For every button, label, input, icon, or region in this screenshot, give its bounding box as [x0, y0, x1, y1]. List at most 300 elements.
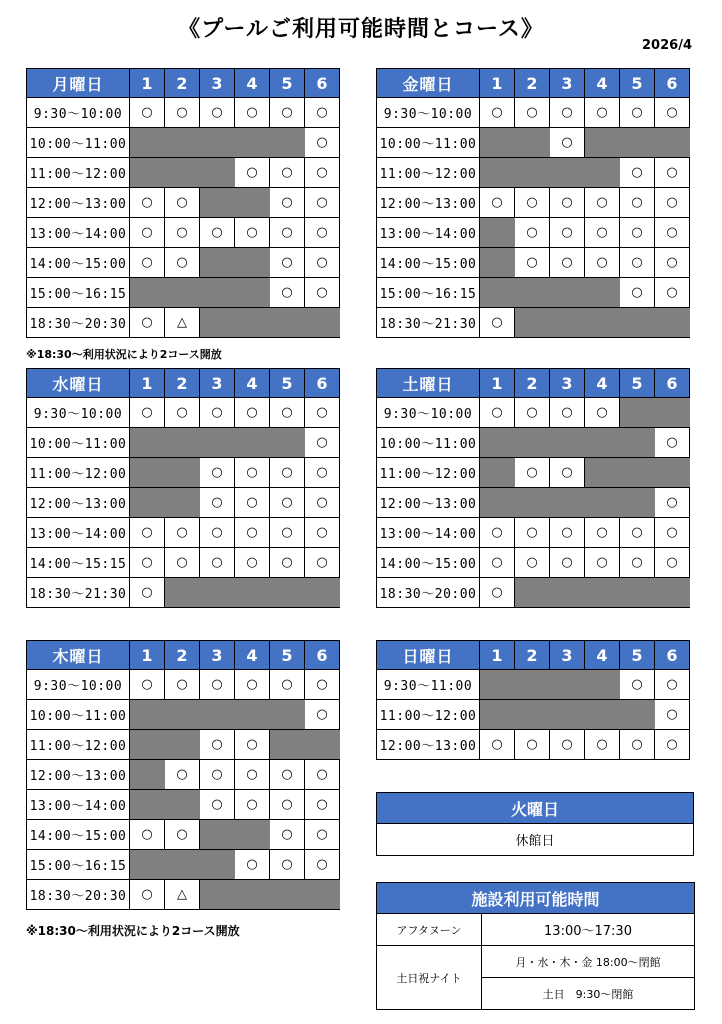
unavailable-cell — [515, 488, 550, 518]
unavailable-cell — [200, 578, 235, 608]
availability-cell: ○ — [305, 790, 340, 820]
course-header: 2 — [515, 69, 550, 98]
availability-cell: ○ — [480, 188, 515, 218]
course-header: 2 — [165, 641, 200, 670]
unavailable-cell — [200, 158, 235, 188]
unavailable-cell — [550, 158, 585, 188]
unavailable-cell — [165, 158, 200, 188]
availability-cell: ○ — [165, 98, 200, 128]
availability-cell: ○ — [305, 398, 340, 428]
availability-cell: ○ — [130, 218, 165, 248]
availability-cell: ○ — [200, 458, 235, 488]
tuesday-box — [376, 792, 694, 856]
availability-cell: ○ — [655, 278, 690, 308]
header-row — [377, 369, 690, 398]
unavailable-cell — [480, 458, 515, 488]
time-slot: 13:00〜14:00 — [27, 790, 130, 820]
availability-cell: ○ — [655, 670, 690, 700]
course-header: 6 — [655, 369, 690, 398]
time-slot: 9:30〜10:00 — [377, 398, 480, 428]
availability-cell: ○ — [130, 548, 165, 578]
header-row — [27, 69, 340, 98]
unavailable-cell — [165, 488, 200, 518]
unavailable-cell — [235, 820, 270, 850]
time-slot: 9:30〜10:00 — [377, 98, 480, 128]
header-row — [27, 641, 340, 670]
availability-cell: ○ — [585, 398, 620, 428]
unavailable-cell — [165, 850, 200, 880]
unavailable-cell — [165, 278, 200, 308]
table-row — [27, 248, 340, 278]
availability-cell: ○ — [305, 248, 340, 278]
course-header: 2 — [515, 369, 550, 398]
table-row — [377, 158, 690, 188]
table-row — [27, 488, 340, 518]
course-header: 3 — [200, 369, 235, 398]
availability-cell: ○ — [235, 218, 270, 248]
table-row — [377, 218, 690, 248]
availability-cell: ○ — [550, 398, 585, 428]
time-slot: 12:00〜13:00 — [27, 488, 130, 518]
unavailable-cell — [165, 790, 200, 820]
availability-cell: ○ — [585, 248, 620, 278]
unavailable-cell — [515, 578, 550, 608]
unavailable-cell — [480, 128, 515, 158]
table-row — [27, 218, 340, 248]
page-title: 《プールご利用可能時間とコース》 — [178, 17, 544, 42]
time-slot: 15:00〜16:15 — [27, 278, 130, 308]
availability-cell: ○ — [585, 218, 620, 248]
availability-cell: ○ — [585, 518, 620, 548]
availability-cell: ○ — [620, 518, 655, 548]
table-row — [377, 730, 690, 760]
availability-cell: ○ — [130, 880, 165, 910]
availability-cell: ○ — [235, 670, 270, 700]
availability-cell: ○ — [165, 548, 200, 578]
time-slot: 18:30〜20:30 — [27, 880, 130, 910]
table-row — [377, 188, 690, 218]
availability-cell: ○ — [200, 730, 235, 760]
availability-cell: ○ — [480, 730, 515, 760]
availability-cell: ○ — [585, 548, 620, 578]
availability-cell: ○ — [480, 308, 515, 338]
table-row — [377, 578, 690, 608]
availability-cell: ○ — [655, 548, 690, 578]
unavailable-cell — [235, 700, 270, 730]
availability-cell: ○ — [620, 730, 655, 760]
unavailable-cell — [200, 428, 235, 458]
friday-table — [376, 68, 690, 338]
table-row — [377, 458, 690, 488]
unavailable-cell — [200, 820, 235, 850]
availability-cell: ○ — [200, 548, 235, 578]
unavailable-cell — [585, 428, 620, 458]
day-header: 日曜日 — [377, 641, 480, 670]
course-header: 5 — [620, 369, 655, 398]
availability-cell: ○ — [270, 670, 305, 700]
time-slot: 18:30〜20:00 — [377, 578, 480, 608]
monday-note: ※18:30〜利用状況により2コース開放 — [26, 348, 222, 361]
unavailable-cell — [550, 278, 585, 308]
availability-cell: ○ — [620, 188, 655, 218]
course-header: 6 — [655, 641, 690, 670]
availability-cell: ○ — [480, 398, 515, 428]
course-header: 4 — [585, 369, 620, 398]
availability-cell: ○ — [515, 548, 550, 578]
time-slot: 18:30〜21:30 — [377, 308, 480, 338]
availability-cell: ○ — [165, 518, 200, 548]
unavailable-cell — [130, 278, 165, 308]
availability-cell: ○ — [550, 128, 585, 158]
unavailable-cell — [270, 128, 305, 158]
course-header: 4 — [235, 641, 270, 670]
time-slot: 9:30〜10:00 — [27, 670, 130, 700]
availability-cell: ○ — [200, 670, 235, 700]
availability-cell: ○ — [130, 248, 165, 278]
unavailable-cell — [165, 428, 200, 458]
availability-cell: ○ — [305, 548, 340, 578]
unavailable-cell — [270, 428, 305, 458]
afternoon-time: 13:00〜17:30 — [482, 914, 695, 946]
header-row — [377, 69, 690, 98]
time-slot: 12:00〜13:00 — [377, 188, 480, 218]
unavailable-cell — [515, 670, 550, 700]
night-weekday: 月・水・木・金 18:00〜閉館 — [482, 946, 695, 978]
availability-cell: ○ — [585, 98, 620, 128]
time-slot: 15:00〜16:15 — [27, 850, 130, 880]
availability-cell: ○ — [165, 218, 200, 248]
time-slot: 13:00〜14:00 — [377, 518, 480, 548]
unavailable-cell — [200, 188, 235, 218]
course-header: 4 — [235, 369, 270, 398]
unavailable-cell — [585, 158, 620, 188]
availability-cell: ○ — [515, 398, 550, 428]
availability-cell: ○ — [270, 218, 305, 248]
unavailable-cell — [585, 578, 620, 608]
availability-cell: ○ — [655, 428, 690, 458]
time-slot: 18:30〜21:30 — [27, 578, 130, 608]
unavailable-cell — [620, 128, 655, 158]
course-header: 6 — [655, 69, 690, 98]
course-header: 2 — [515, 641, 550, 670]
unavailable-cell — [550, 488, 585, 518]
time-slot: 9:30〜10:00 — [27, 98, 130, 128]
unavailable-cell — [550, 700, 585, 730]
unavailable-cell — [620, 398, 655, 428]
wednesday-table — [26, 368, 340, 608]
table-row — [27, 188, 340, 218]
unavailable-cell — [130, 760, 165, 790]
availability-cell: ○ — [165, 188, 200, 218]
course-header: 3 — [550, 69, 585, 98]
unavailable-cell — [620, 700, 655, 730]
header-row — [27, 369, 340, 398]
unavailable-cell — [480, 700, 515, 730]
course-header: 3 — [550, 641, 585, 670]
availability-cell: ○ — [305, 428, 340, 458]
unavailable-cell — [200, 850, 235, 880]
availability-cell: ○ — [515, 98, 550, 128]
time-slot: 12:00〜13:00 — [377, 488, 480, 518]
table-row — [27, 548, 340, 578]
table-row — [377, 518, 690, 548]
availability-cell: ○ — [130, 820, 165, 850]
table-row — [377, 488, 690, 518]
time-slot: 11:00〜12:00 — [27, 730, 130, 760]
availability-cell: ○ — [270, 248, 305, 278]
availability-cell: ○ — [200, 218, 235, 248]
time-slot: 14:00〜15:15 — [27, 548, 130, 578]
unavailable-cell — [585, 700, 620, 730]
monday-table — [26, 68, 340, 338]
course-header: 3 — [200, 641, 235, 670]
unavailable-cell — [655, 458, 690, 488]
unavailable-cell — [620, 428, 655, 458]
time-slot: 11:00〜12:00 — [27, 458, 130, 488]
table-row — [377, 670, 690, 700]
course-header: 3 — [200, 69, 235, 98]
course-header: 1 — [480, 369, 515, 398]
availability-cell: ○ — [130, 398, 165, 428]
availability-cell: ○ — [305, 158, 340, 188]
course-header: 1 — [130, 369, 165, 398]
course-header: 5 — [620, 641, 655, 670]
table-row — [27, 458, 340, 488]
unavailable-cell — [620, 488, 655, 518]
unavailable-cell — [200, 700, 235, 730]
time-slot: 14:00〜15:00 — [377, 248, 480, 278]
unavailable-cell — [165, 700, 200, 730]
table-row — [27, 820, 340, 850]
availability-cell: ○ — [270, 458, 305, 488]
availability-cell: ○ — [305, 458, 340, 488]
availability-cell: ○ — [515, 518, 550, 548]
availability-cell: ○ — [655, 518, 690, 548]
availability-cell: ○ — [165, 820, 200, 850]
unavailable-cell — [480, 488, 515, 518]
unavailable-cell — [515, 158, 550, 188]
time-slot: 13:00〜14:00 — [377, 218, 480, 248]
unavailable-cell — [235, 308, 270, 338]
unavailable-cell — [130, 158, 165, 188]
unavailable-cell — [550, 670, 585, 700]
unavailable-cell — [550, 308, 585, 338]
availability-cell: ○ — [515, 730, 550, 760]
time-slot: 12:00〜13:00 — [27, 760, 130, 790]
availability-cell: ○ — [550, 730, 585, 760]
course-header: 1 — [130, 69, 165, 98]
time-slot: 11:00〜12:00 — [27, 158, 130, 188]
availability-cell: ○ — [515, 248, 550, 278]
availability-cell: ○ — [270, 188, 305, 218]
availability-cell: ○ — [480, 518, 515, 548]
availability-cell: ○ — [305, 218, 340, 248]
availability-cell: ○ — [620, 670, 655, 700]
unavailable-cell — [165, 578, 200, 608]
table-row — [27, 308, 340, 338]
day-header: 水曜日 — [27, 369, 130, 398]
availability-cell: ○ — [480, 98, 515, 128]
unavailable-cell — [235, 128, 270, 158]
availability-cell: ○ — [235, 760, 270, 790]
unavailable-cell — [270, 308, 305, 338]
availability-cell: ○ — [585, 730, 620, 760]
unavailable-cell — [480, 158, 515, 188]
unavailable-cell — [515, 128, 550, 158]
unavailable-cell — [200, 308, 235, 338]
availability-cell: ○ — [235, 850, 270, 880]
availability-cell: ○ — [305, 700, 340, 730]
availability-cell: ○ — [305, 128, 340, 158]
availability-cell: △ — [165, 880, 200, 910]
unavailable-cell — [655, 398, 690, 428]
availability-cell: ○ — [235, 158, 270, 188]
time-slot: 11:00〜12:00 — [377, 458, 480, 488]
availability-cell: ○ — [130, 188, 165, 218]
table-row — [27, 278, 340, 308]
availability-cell: ○ — [270, 820, 305, 850]
unavailable-cell — [130, 700, 165, 730]
availability-cell: ○ — [235, 458, 270, 488]
availability-cell: ○ — [305, 670, 340, 700]
table-row — [27, 428, 340, 458]
course-header: 1 — [130, 641, 165, 670]
availability-cell: ○ — [550, 98, 585, 128]
unavailable-cell — [305, 578, 340, 608]
availability-cell: ○ — [270, 98, 305, 128]
availability-cell: ○ — [235, 98, 270, 128]
availability-cell: ○ — [130, 578, 165, 608]
availability-cell: ○ — [655, 700, 690, 730]
unavailable-cell — [480, 248, 515, 278]
table-row — [27, 760, 340, 790]
availability-cell: ○ — [270, 548, 305, 578]
unavailable-cell — [480, 218, 515, 248]
facility-hours-table — [376, 882, 695, 1010]
course-header: 4 — [235, 69, 270, 98]
unavailable-cell — [235, 188, 270, 218]
table-row — [27, 98, 340, 128]
unavailable-cell — [165, 128, 200, 158]
unavailable-cell — [305, 730, 340, 760]
table-row — [377, 428, 690, 458]
availability-cell: ○ — [235, 548, 270, 578]
course-header: 5 — [270, 69, 305, 98]
availability-cell: ○ — [270, 278, 305, 308]
unavailable-cell — [655, 128, 690, 158]
table-row — [377, 248, 690, 278]
unavailable-cell — [270, 700, 305, 730]
unavailable-cell — [270, 578, 305, 608]
availability-cell: ○ — [235, 730, 270, 760]
availability-cell: ○ — [550, 458, 585, 488]
availability-cell: ○ — [200, 518, 235, 548]
availability-cell: ○ — [165, 248, 200, 278]
table-row — [27, 518, 340, 548]
facility-header: 施設利用可能時間 — [377, 883, 695, 914]
availability-cell: ○ — [655, 730, 690, 760]
availability-cell: ○ — [235, 398, 270, 428]
unavailable-cell — [165, 458, 200, 488]
availability-cell: ○ — [550, 248, 585, 278]
course-header: 3 — [550, 369, 585, 398]
availability-cell: ○ — [515, 218, 550, 248]
unavailable-cell — [655, 578, 690, 608]
time-slot: 12:00〜13:00 — [377, 730, 480, 760]
unavailable-cell — [165, 730, 200, 760]
unavailable-cell — [620, 458, 655, 488]
unavailable-cell — [620, 578, 655, 608]
course-header: 4 — [585, 69, 620, 98]
time-slot: 18:30〜20:30 — [27, 308, 130, 338]
unavailable-cell — [515, 278, 550, 308]
time-slot: 10:00〜11:00 — [377, 428, 480, 458]
unavailable-cell — [550, 428, 585, 458]
unavailable-cell — [620, 308, 655, 338]
table-row — [27, 670, 340, 700]
availability-cell: ○ — [305, 760, 340, 790]
course-header: 1 — [480, 69, 515, 98]
table-row — [377, 128, 690, 158]
table-row — [27, 578, 340, 608]
availability-cell: ○ — [655, 488, 690, 518]
availability-cell: ○ — [270, 488, 305, 518]
availability-cell: ○ — [550, 548, 585, 578]
unavailable-cell — [585, 670, 620, 700]
availability-cell: ○ — [130, 518, 165, 548]
table-row — [27, 880, 340, 910]
availability-cell: ○ — [480, 578, 515, 608]
course-header: 1 — [480, 641, 515, 670]
availability-cell: ○ — [655, 98, 690, 128]
availability-cell: ○ — [130, 308, 165, 338]
availability-cell: ○ — [620, 218, 655, 248]
time-slot: 9:30〜11:00 — [377, 670, 480, 700]
course-header: 6 — [305, 641, 340, 670]
table-row — [27, 790, 340, 820]
course-header: 2 — [165, 369, 200, 398]
time-slot: 14:00〜15:00 — [27, 248, 130, 278]
availability-cell: ○ — [305, 850, 340, 880]
availability-cell: △ — [165, 308, 200, 338]
table-row — [27, 158, 340, 188]
table-row — [377, 278, 690, 308]
availability-cell: ○ — [620, 278, 655, 308]
availability-cell: ○ — [200, 488, 235, 518]
thursday-note: ※18:30〜利用状況により2コース開放 — [26, 924, 240, 938]
day-header: 金曜日 — [377, 69, 480, 98]
table-row — [27, 128, 340, 158]
availability-cell: ○ — [550, 518, 585, 548]
table-row — [377, 700, 690, 730]
day-header: 木曜日 — [27, 641, 130, 670]
time-slot: 13:00〜14:00 — [27, 518, 130, 548]
unavailable-cell — [515, 308, 550, 338]
unavailable-cell — [480, 428, 515, 458]
table-row — [377, 308, 690, 338]
availability-cell: ○ — [480, 548, 515, 578]
availability-cell: ○ — [270, 760, 305, 790]
unavailable-cell — [270, 880, 305, 910]
availability-cell: ○ — [515, 188, 550, 218]
unavailable-cell — [235, 278, 270, 308]
sunday-table — [376, 640, 690, 760]
course-header: 2 — [165, 69, 200, 98]
unavailable-cell — [200, 278, 235, 308]
course-header: 4 — [585, 641, 620, 670]
unavailable-cell — [200, 248, 235, 278]
unavailable-cell — [585, 128, 620, 158]
